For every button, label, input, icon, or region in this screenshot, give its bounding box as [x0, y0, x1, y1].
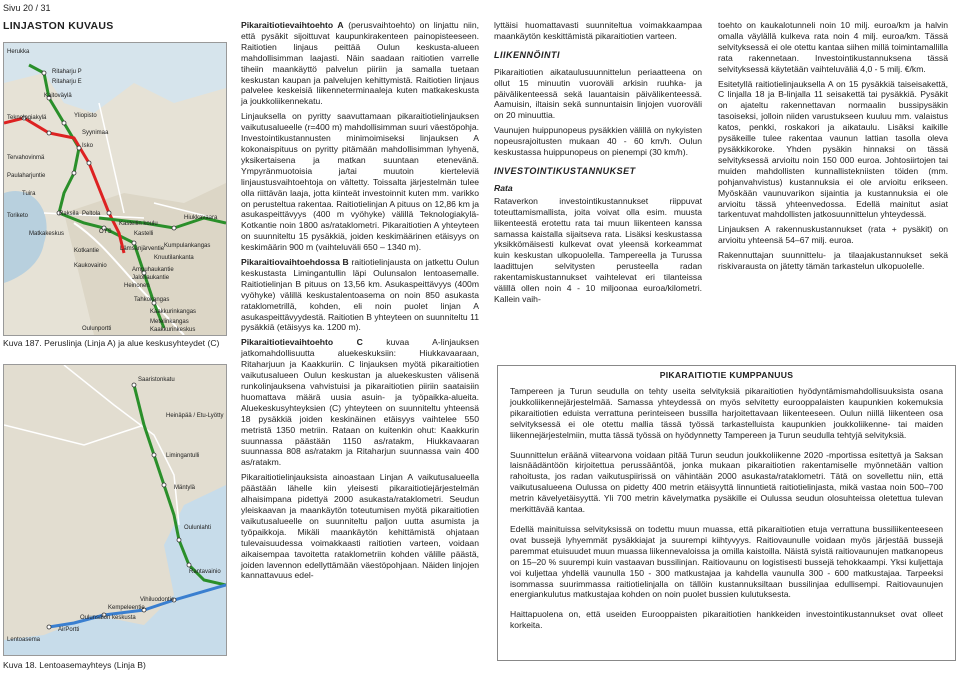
- map-line-b-graphic: [4, 365, 226, 655]
- paragraph-text: raitiotielinjausta on jatkettu Oulun keskustasta Limingantullin läpi Oulunsalon lentoasemalle. Raitiotielinjan B pituus on 13,56 km. Asukaspeittävyys (400m vyöhyke) välillä keskustalentoasema on noin 850 asukasta rataklometrillä, kohden, eli noin puolet linjan A asukaspeittävyydestä. Raitiotien B yhteyteen on suunniteltu 11 pysäkkiä (etäisyys ka. 1200 m).: [241, 257, 479, 333]
- paragraph: Linjauksen A rakennuskustannukset (rata + pysäkit) on arvioitu yhteensä 54–67 milj. euroa.: [718, 224, 948, 246]
- section-title: LINJASTON KUVAUS: [3, 20, 114, 32]
- paragraph-lead: Pikaraitiotievaihtoehto A: [241, 20, 344, 30]
- map-label: Syynimaa: [82, 130, 109, 136]
- map-label: Metelinkangas: [150, 319, 189, 325]
- text-column-3: [494, 20, 702, 309]
- map-label: Kumpulankangas: [164, 243, 211, 249]
- info-box-title: PIKARAITIOTIE KUMPPANUUS: [659, 370, 794, 380]
- map-label: Tuira: [22, 191, 36, 197]
- map-label: Mäntylä: [174, 485, 196, 491]
- info-box-body: [510, 386, 943, 640]
- map-label: Paulaharjuntie: [7, 173, 46, 179]
- text-column-4: [718, 20, 948, 276]
- info-box: [497, 365, 956, 661]
- map-label: Tervahovinmä: [7, 155, 45, 161]
- map-label: Knuutilankanta: [154, 255, 194, 261]
- map-label: Matkakeskus: [29, 231, 65, 237]
- paragraph: Haittapuolena on, että useiden Eurooppaisten pikaraitiotien hankkeiden investointikustannukset ovat olleet korkeita.: [510, 609, 943, 631]
- map-label: Kastellin koulu: [119, 221, 158, 227]
- section-heading: INVESTOINTIKUSTANNUKSET: [494, 165, 636, 176]
- paragraph: Vaunujen huippunopeus pysäkkien välillä on nykyisten nopeusrajoitusten mukaan 40 - 60 km/h. Oulun keskustassa huippunopeus on pienempi (30 km/h).: [494, 125, 702, 158]
- map-label: Teknologiakylä: [7, 115, 47, 121]
- map-label: Kaukovainio: [74, 263, 107, 269]
- paragraph: Linjauksella on pyritty saavuttamaan pikaraitiotielinjauksen vaikutusalueelle (r=400 m) mahdollisimman suuri väestöpohja. Investointikustannusten minimoimiseksi linjauksen A kokonaispituus on pyritty pitämään mahdollisimman lyhyenä, yksikertaisena ja matkan suuntaan etenevänä. Ympyränmuotoisia ja/tai muutoin kierteleviä linjaustusvaihtoehtoja on vältetty. Toissalta järjestelmän tulee olla riittävän laaja, jotta kiinteät investoinnit kuten mm. varikko on perusteltua rakentaa. Raitiotielinjan A pituus on 12,86 km ja asukaspeittävyys (400 m vyöhyke) välillä Teknologiakylä-Kotkantie noin 1800 as/rataklometri. Pikaraitiotien A yhteyteen on suunniteltu 15 pysäkkiä, joiden keskimäärinen etäisyys on keskimäärin 900 m (vaihteluväli 650 – 1340 m).: [241, 111, 479, 253]
- paragraph: Suunnittelun eräänä viitearvona voidaan pitää Turun seudun joukkoliikenne 2020 -mportissa esitettyä ja Saksan laisnäädäntöön kirjoitettua perussääntöä, jonka mukaan pikaraitiotien rakentamiselle myönnetään valtion rahoitusta, jos radan vaikutuspiirissä on vähintään 2000 asukasta/rataklometri. Tätä on sovellettu niin, että vaikutusalueena Oulussa on pidetty 400 metrin etäisyyttä linnuntietä raitiotielinjasta, mikä vastaa noin 500–700 metrin kävelyetäisyyttä. Yli 700 metrin kävelymatka pysäkille ei Oulussa seudun olosuhteissa oletettua tulevan merkittävää kantaa.: [510, 449, 943, 515]
- map-label: Toriketo: [7, 213, 29, 219]
- map-label: Herukka: [7, 49, 30, 55]
- paragraph: Tampereen ja Turun seudulla on tehty useita selvityksiä pikaraitiotien hyödyntämismahdollisuuksista osana joukkoliikennejärjestelmää. Samassa yhteydessä on myös selvitetty eurooppalaisten kaupunkien kokemuksia pikaraitiotien eduista verrattuna perinteiseen bussilla harjoitettavaan liikenteeseen. Oulun niillä liikenteen osa selvityksessä ei ole otettu mallia tässä työssä tarkastelluista kaupunkien joukkoliikenne- tai maiden liikennejärjestelmiin, mutta tässä työssä on hyödynnetty Tampereen ja Turun seudulla tehtyjä selvityksiä.: [510, 386, 943, 440]
- map-label: Heinonen: [124, 283, 150, 289]
- map-label: Kempeleentie: [108, 605, 145, 611]
- map-line-a-caption: Kuva 187. Peruslinja (Linja A) ja alue keskusyhteydet (C): [3, 338, 220, 348]
- paragraph: lyttäisi huomattavasti suunniteltua voimakkaampaa maankäytön keskittämistä pikaraitiotien varteen.: [494, 20, 702, 41]
- map-label: Peltola: [82, 211, 101, 217]
- map-label: Heinäpää / Etu-Lyötty: [166, 413, 224, 419]
- paragraph-lead: Pikaraitiovaihtoehdossa B: [241, 257, 349, 268]
- map-label: Oulunsalon keskusta: [80, 615, 136, 621]
- paragraph: [241, 257, 479, 333]
- map-label: Oulunlahti: [184, 525, 212, 531]
- paragraph: Edellä mainituissa selvityksissä on todettu muun muassa, että pikaraitiotien etuja verrattuna bussiliikenteeseen ovat bussejä lyhyemmät pysäkkiajat ja suurempi kiihtyvyys. Raitiovaunulle voidaan myös järjestää bussejä paremmat etuisuudet muun muassa liikennevaloissa ja omilla kaistoilla. Näistä syistä raitiovaunujen matkanopeus on 15–20 % suurempi kuin vastaavan bussilinjan. Raitiovaunu on logistisesti bussejä tehokkaampi. Yksi kuljettaja voi kuljettaa yhdellä vaunulla 150 - 300 matkustajaa ja kahdella vaunulla 300 - 600 matkustajaa. Tarpeeksi isommassa suurimmassa raitiotielinjalla on tällöin kustannuksiltaan bussilinjaa edullisempi. Raitiovaunujen energiankulutus matkustajaa kohden on noin puolet bussien kulutuksesta.: [510, 523, 943, 600]
- paragraph-text: (perusvaihtoehto) on linjattu niin, että pysäkit sijoittuvat kaupunkirakenteen painopisteeseen. Raitiotien linjaus peittää Oulun keskusta-alueen mahdollisimman laajasti. Näin saadaan raitiotien varrelle tiheiin maankäyttö palvelun piiriin ja samalla tuetaan keskustan kaupan ja palvelujen kehittymistä. Raitiotien linjaus palvelee keskeisiä liikenneterminaaleja kuten matkakeskusta ja joukkoliikennekatu.: [241, 20, 479, 107]
- map-line-b-caption: Kuva 18. Lentoasemayhteys (Linja B): [3, 660, 146, 670]
- map-label: Tahkokangas: [134, 297, 170, 303]
- map-label: Raksila: [59, 211, 79, 217]
- map-label: Lentoasema: [7, 637, 41, 643]
- map-label: Isko: [82, 143, 94, 149]
- map-label: Kaakkurinkeskus: [150, 327, 196, 333]
- paragraph: Pikaraitiotien aikataulusuunnittelun periaatteena on ollut 15 minuutin vuoroväli arkisin ruuhka- ja päivälikenteessä sekä lauantaisin päivälikenteessä. Aamuisin, iltaisin sekä sunnuntaisin linjojen vuoroväli on 20 minuuttia.: [494, 66, 702, 121]
- map-line-a: [3, 42, 227, 336]
- map-label: Kaakkurinkangas: [150, 309, 197, 315]
- map-label: Limingantulli: [166, 453, 200, 459]
- paragraph: Rakennuttajan suunnittelu- ja tilaajakustannukset sekä riskivarausta on jätetty tämän tarkastelun ulkopuolelle.: [718, 250, 948, 272]
- paragraph: [241, 337, 479, 468]
- map-line-b: [3, 364, 227, 656]
- paragraph: toehto on kaukalotunneli noin 10 milj. euroa/km ja halvin omalla väylällä kulkeva rata noin 4 milj. euroa/km. Tässä selvityksessä ei ole otettu kantaa siihen millä toimintamallilla rata rakennetaan. Investointikustannuksena tässä selvityksessä käytetään vaihteluväliä 4,0 - 5 milj. €/km.: [718, 20, 948, 74]
- text-column-2: [241, 20, 479, 585]
- map-label: Ampuhaukantie: [132, 267, 174, 273]
- map-label: Kastelli: [134, 231, 154, 237]
- paragraph-lead: Pikaraitiotievaihtoehto C: [241, 337, 363, 348]
- map-label: Rantavainio: [189, 569, 221, 575]
- map-label: Kaitoväylä: [44, 93, 72, 99]
- map-label: OYS: [99, 229, 112, 235]
- map-label: Yliopisto: [74, 113, 97, 119]
- map-label: Oulunportti: [82, 326, 112, 332]
- map-label: Vihiluodontie: [140, 597, 175, 603]
- map-label: Jalohaukantie: [132, 275, 170, 281]
- map-label: Saaristonkatu: [138, 377, 175, 383]
- map-line-a-graphic: [4, 43, 226, 335]
- map-label: Kotkantie: [74, 248, 100, 254]
- map-label: Hiukkavaara: [184, 215, 218, 221]
- map-label: AirPortti: [58, 627, 80, 633]
- paragraph: Esitetyllä raitiotielinjauksella A on 15 pysäkkiä taiseisakettä, C linjalla 18 ja B-linjalla 11 seisakettä tai pysäkkiä. Pysäkit on ajateltu rakennettavan normaalin bussipysäkin tasoiseksi, jolloin niiden varustukseen kuuluu mm. valaistus katos, penkki, roskakori ja aikataulu. Lisäksi kaikille pysäkeille tulee rakentaa vaunun lattian tasolla oleva pysäkkikoroke. Yhden pysäkin hinnaksi on tässä selvityksessä arvioitu noin 150 000 euroa. Johtosiirtojen tai muiden mahdollisten kunnallistekniisten töiden (mm. pohjanvahvistus) kustannuksia ei ole arvioitu erikseen. Myöskään vaunuvarikon sijaintia ja kustannuksia ei ole arvioitu tässä yhteenvedossa. Edellä mainitut asiat tarkentuvat mahdollisten jatkosuunnittelun yhteydessä.: [718, 78, 948, 220]
- map-label: Lämsänjärventie: [120, 246, 165, 252]
- paragraph: [241, 20, 479, 107]
- subsection-heading: Rata: [494, 182, 513, 193]
- section-heading: LIIKENNÖINTI: [494, 49, 560, 60]
- map-label: Ritaharju P: [52, 69, 82, 75]
- page-number: Sivu 20 / 31: [3, 3, 51, 13]
- paragraph-text: kuvaa A-linjauksen jatkomahdollisuutta aluekeskuksiin: Hiukkavaaraan, Ritaharjuun ja Kaakkuriin. C linjauksen myötä pikaraitiotien vaikutusalueen Oulun keskustan ja aluekeskusten välisenä runkolinjauksena vahvistuisi ja pikaraitiotien piiriin saataisiin huomattava määrä uusia asuin- ja työpaikka-alueita. Aluekeskusyhteyksien (C) yhteyteen on suunniteltu yhteensä 18 pysäkkiä joiden keskinäinen etäisyys vaihtelee 550 metristä 1350 metriin. Rataan on kuitenkin ohut: Kaakkurin suunnassa päästään 1150 as/ratakm, Hiukkavaaran suunnassa 808 as/ratakm ja Ritaharjun suunnassa vain 400 as/ratakm.: [241, 337, 479, 468]
- map-label: Ritaharju E: [52, 79, 82, 85]
- paragraph: Pikaraitiotielinjauksista ainoastaan Linjan A vaikutusalueella päästään lähelle kiin yleisesti pikaraitiotiejärjestelmän alhaisimpana pidettyä 2000 asukasta/rataklometri. Seudun yleiskaavan ja maankäytön toteutumisen myötä pikaraitiotien vaikutusalueelle on suunniteltu paljon uutta asumista ja työpaikkoja. Mikäli maankäytön kehittämistä ohjataan tulevaisuudessa voimakkaasti raitiotien varteen, voidaan aikaisempaa tavoitetta rataklometriin kohden välille päästä, joiden lavennon edellyttämään väestöpohjaan. Näiden linjojen kannattavuus edel-: [241, 472, 479, 581]
- paragraph: Rataverkon investointikustannukset riippuvat toteuttamismallista, joita voivat olla esim. muusta liikenteestä erotettu rata tai muun liikenteen kanssa samassa kaistalla sijaitseva rata. Lisäksi keskustassa yksikkömäisesti kulkevat ovat yleensä korkeammat kuin keskustan ulkopuolella. Tampereella ja Turussa laadittujen selvitysten perusteella radan rakentamiskustannukset vaihtelevat eri tilanteissa välillä ollen noin 4 - 10 miljoonaa euroa/kilometri. Kallein vaih-: [494, 195, 702, 304]
